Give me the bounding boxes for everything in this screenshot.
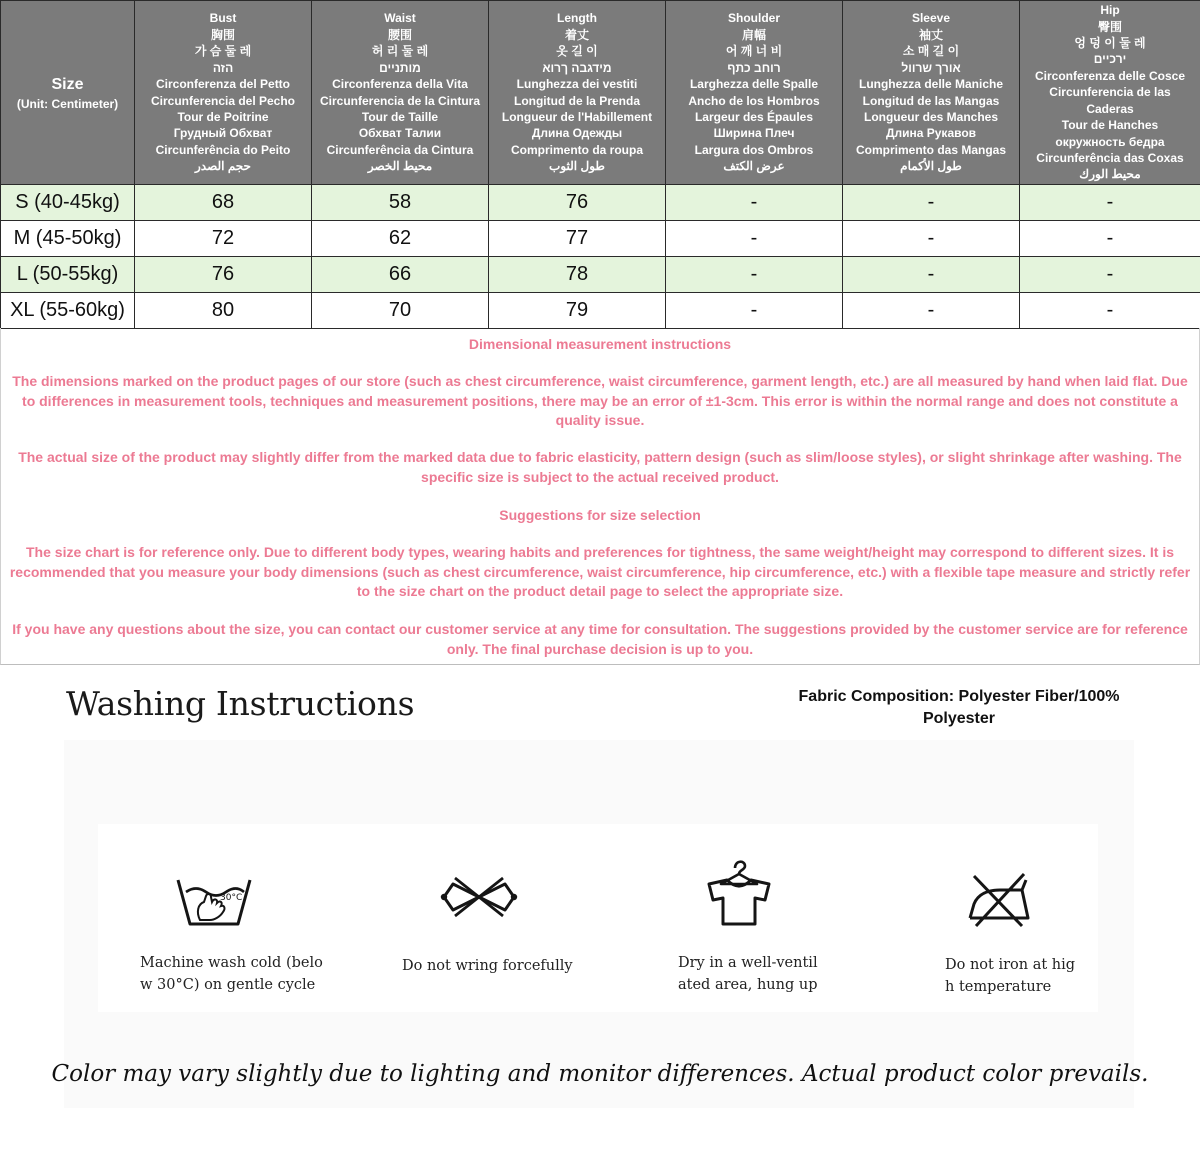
table-row	[1, 257, 1200, 293]
column-header-line: Обхват Талии	[358, 126, 442, 141]
column-header-line: 허 리 둘 레	[371, 44, 429, 59]
column-header-line: Circunferência do Peito	[155, 142, 291, 157]
care-label-hang-dry: Dry in a well-ventil ated area, hung up	[678, 955, 818, 993]
column-header-line: Caderas	[1086, 101, 1134, 116]
column-header-line: מידגבה ךרוא	[542, 60, 612, 75]
column-header-line: Lunghezza delle Maniche	[858, 77, 1004, 92]
column-header-line: Circunferencia de las	[1049, 85, 1171, 100]
column-header-line: Hip	[1100, 3, 1120, 18]
sleeve-column-header	[843, 1, 1020, 185]
hip-cell: -	[1020, 221, 1200, 257]
measurement-instructions-heading: Dimensional measurement instructions	[468, 336, 732, 352]
do-not-iron-icon	[966, 870, 1032, 928]
size-chart-table	[0, 0, 1200, 329]
sleeve-cell: -	[843, 185, 1020, 221]
column-header-line: רוחב כתף	[727, 60, 781, 75]
bust-column-header	[135, 1, 312, 185]
waist-column-header	[312, 1, 489, 185]
column-header-line: 胸围	[210, 27, 235, 42]
bust-cell: 68	[135, 185, 312, 221]
column-header-line: הזה	[212, 60, 234, 75]
column-header-line: Length	[557, 11, 597, 26]
care-label-do-not-wring: Do not wring forcefully	[402, 958, 573, 974]
measurement-instructions-paragraph-1: The dimensions marked on the product pages of our store (such as chest circumference, waist circumference, garment length, etc.) are all measured by hand when laid flat. Due to differences in measurement tools, techniques and measurement positions, there may be an error of ±1-3cm. This error is within the normal range and does not constitute a quality issue.	[12, 373, 1188, 429]
column-header-line: Tour de Poitrine	[177, 109, 269, 124]
shoulder-cell: -	[666, 293, 843, 329]
column-header-line: Comprimento das Mangas	[855, 142, 1007, 157]
column-header-line: Ancho de los Hombros	[688, 93, 820, 108]
care-label-do-not-iron: Do not iron at hig h temperature	[945, 957, 1076, 995]
waist-cell: 62	[312, 221, 489, 257]
column-header-line: Larghezza delle Spalle	[689, 77, 819, 92]
hip-column-header	[1020, 1, 1200, 185]
shoulder-cell: -	[666, 257, 843, 293]
table-header-row	[1, 1, 1200, 185]
table-row	[1, 221, 1200, 257]
size-header-unit: (Unit: Centimeter)	[16, 96, 119, 111]
column-header-line: Circunferencia del Pecho	[150, 93, 296, 108]
hip-cell: -	[1020, 257, 1200, 293]
machine-wash-30-icon	[176, 876, 252, 928]
sleeve-cell: -	[843, 221, 1020, 257]
column-header-line: 腰围	[387, 27, 412, 42]
waist-cell: 58	[312, 185, 489, 221]
column-header-line: عرض الكتف	[723, 159, 785, 174]
shoulder-column-header	[666, 1, 843, 185]
column-header-line: Waist	[384, 11, 416, 26]
hang-dry-icon	[705, 858, 773, 928]
hip-cell: -	[1020, 185, 1200, 221]
column-header-line: محيط الخصر	[367, 159, 433, 174]
column-header-line: Bust	[209, 11, 237, 26]
column-header-line: окружность бедра	[1055, 134, 1165, 149]
column-header-line: Comprimento da roupa	[510, 142, 643, 157]
do-not-wring-icon	[439, 876, 519, 918]
waist-cell: 66	[312, 257, 489, 293]
wash-temperature-text: 30°C	[220, 893, 243, 903]
column-header-line: Sleeve	[911, 11, 951, 26]
size-selection-heading: Suggestions for size selection	[499, 507, 701, 523]
column-header-line: Circonferenza del Petto	[155, 77, 291, 92]
column-header-line: 肩幅	[741, 27, 766, 42]
column-header-line: طول الثوب	[549, 159, 605, 174]
column-header-line: Circonferenza delle Cosce	[1034, 68, 1186, 83]
column-header-line: Circunferência das Coxas	[1036, 150, 1184, 165]
column-header-line: 엉 덩 이 둘 레	[1074, 36, 1146, 51]
column-header-line: Longitud de las Mangas	[862, 93, 1000, 108]
length-cell: 76	[489, 185, 666, 221]
measurement-instructions-paragraph-2: The actual size of the product may slightly differ from the marked data due to fabric elasticity, pattern design (such as slim/loose styles), or slight shrinkage after washing. The specific size is subject to the actual received product.	[18, 449, 1182, 485]
column-header-line: 어 깨 너 비	[725, 44, 783, 59]
column-header-line: Tour de Hanches	[1061, 118, 1159, 133]
washing-instructions-title: Washing Instructions	[66, 684, 415, 723]
column-header-line: Длина Рукавов	[885, 126, 977, 141]
size-notes-section	[0, 328, 1200, 665]
column-header-line: 소 매 길 이	[902, 44, 960, 59]
column-header-line: Lunghezza dei vestiti	[516, 77, 638, 92]
column-header-line: طول الأكمام	[900, 159, 962, 174]
size-selection-paragraph-2: If you have any questions about the size, you can contact our customer service at any time for consultation. The suggestions provided by the customer service are for reference only. The final purchase decision is up to you.	[12, 621, 1188, 657]
column-header-line: Longitud de la Prenda	[513, 93, 640, 108]
column-header-line: Ширина Плеч	[713, 126, 795, 141]
size-cell: L (50-55kg)	[1, 257, 135, 293]
hip-cell: -	[1020, 293, 1200, 329]
table-row	[1, 293, 1200, 329]
column-header-line: Circunferência da Cintura	[326, 142, 474, 157]
size-column-header	[1, 1, 135, 185]
size-selection-paragraph-1: The size chart is for reference only. Due to different body types, wearing habits and preferences for tightness, the same weight/height may correspond to different sizes. It is recommended that you measure your body dimensions (such as chest circumference, waist circumference, hip circumference, etc.) with a flexible tape measure and strictly refer to the size chart on the product detail page to select the appropriate size.	[9, 544, 1191, 600]
column-header-line: Tour de Taille	[361, 109, 439, 124]
waist-cell: 70	[312, 293, 489, 329]
column-header-line: Длина Одежды	[531, 126, 623, 141]
table-row	[1, 185, 1200, 221]
length-cell: 79	[489, 293, 666, 329]
column-header-line: Longueur de l'Habillement	[501, 109, 653, 124]
column-header-line: Largura dos Ombros	[694, 142, 814, 157]
column-header-line: Грудный Обхват	[173, 126, 273, 141]
sleeve-cell: -	[843, 257, 1020, 293]
size-cell: S (40-45kg)	[1, 185, 135, 221]
column-header-line: 옷 길 이	[556, 44, 598, 59]
fabric-composition: Fabric Composition: Polyester Fiber/100% Polyester	[798, 688, 1120, 727]
column-header-line: Circonferenza della Vita	[332, 77, 468, 92]
column-header-line: 着丈	[564, 27, 589, 42]
bust-cell: 76	[135, 257, 312, 293]
shoulder-cell: -	[666, 185, 843, 221]
size-cell: M (45-50kg)	[1, 221, 135, 257]
column-header-line: Longueur des Manches	[863, 109, 999, 124]
column-header-line: 臀围	[1097, 19, 1122, 34]
length-cell: 78	[489, 257, 666, 293]
column-header-line: حجم الصدر	[195, 159, 251, 174]
length-cell: 77	[489, 221, 666, 257]
sleeve-cell: -	[843, 293, 1020, 329]
bust-cell: 80	[135, 293, 312, 329]
column-header-line: מותניים	[379, 60, 421, 75]
column-header-line: Largeur des Épaules	[694, 109, 814, 124]
size-cell: XL (55-60kg)	[1, 293, 135, 329]
column-header-line: 袖丈	[918, 27, 943, 42]
column-header-line: Shoulder	[727, 11, 780, 26]
care-label-machine-wash: Machine wash cold (belo w 30°C) on gentle cycle	[140, 955, 323, 993]
shoulder-cell: -	[666, 221, 843, 257]
bust-cell: 72	[135, 221, 312, 257]
column-header-line: ירכיים	[1093, 52, 1127, 67]
length-column-header	[489, 1, 666, 185]
size-header-title: Size	[51, 75, 84, 93]
column-header-line: 가 슴 둘 레	[194, 44, 252, 59]
column-header-line: אורך שרוול	[901, 60, 961, 75]
column-header-line: Circunferencia de la Cintura	[319, 93, 481, 108]
column-header-line: محيط الورك	[1079, 167, 1141, 182]
color-variation-note: Color may vary slightly due to lighting and monitor differences. Actual product color prevails.	[51, 1061, 1149, 1087]
